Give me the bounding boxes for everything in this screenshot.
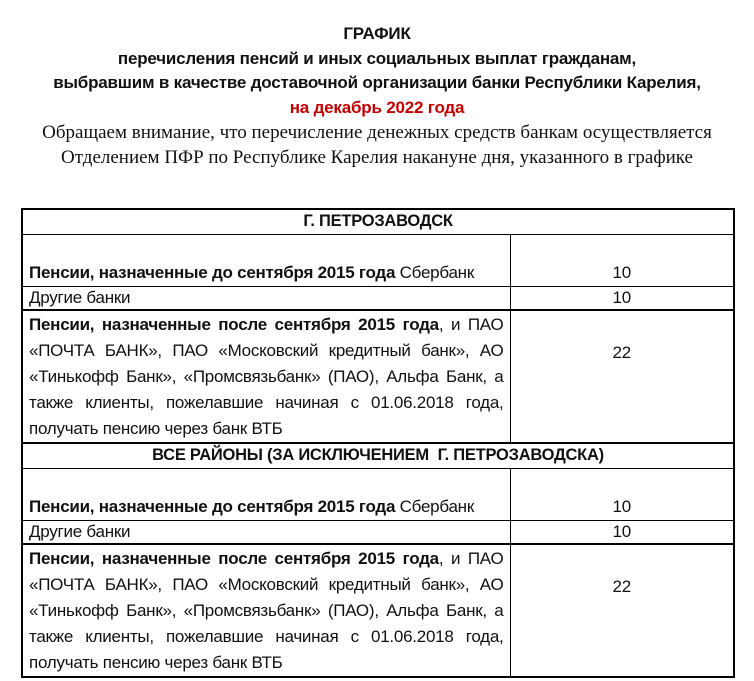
table-row bbox=[22, 520, 734, 544]
row-label-rest: Другие банки bbox=[29, 521, 131, 541]
row-label bbox=[22, 468, 510, 520]
section-header-all-districts bbox=[22, 443, 734, 468]
row-label-rest: Сбербанк bbox=[395, 262, 475, 282]
table-row bbox=[22, 234, 734, 286]
row-label bbox=[22, 234, 510, 286]
row-value: 10 bbox=[510, 468, 734, 520]
row-value: 10 bbox=[510, 286, 734, 310]
section-title: ВСЕ РАЙОНЫ (ЗА ИСКЛЮЧЕНИЕМ Г. ПЕТРОЗАВОДСКА) bbox=[22, 443, 734, 468]
doc-title: ГРАФИК bbox=[343, 24, 411, 43]
section-title: Г. ПЕТРОЗАВОДСК bbox=[22, 209, 734, 234]
row-label bbox=[22, 544, 510, 677]
schedule-table bbox=[21, 208, 735, 678]
row-label-rest: Сбербанк bbox=[395, 496, 475, 516]
table-row bbox=[22, 544, 734, 677]
section-header-petrozavodsk bbox=[22, 209, 734, 234]
row-value: 10 bbox=[510, 234, 734, 286]
doc-note-line-1: Обращаем внимание, что перечисление денежных средств банкам осуществляется bbox=[42, 122, 712, 143]
row-value: 22 bbox=[510, 544, 734, 677]
row-label bbox=[22, 520, 510, 544]
row-label bbox=[22, 286, 510, 310]
row-value: 10 bbox=[510, 520, 734, 544]
row-label-rest: Другие банки bbox=[29, 287, 131, 307]
table-row bbox=[22, 286, 734, 310]
doc-note-line-2: Отделением ПФР по Республике Карелия накануне дня, указанного в графике bbox=[61, 147, 693, 168]
row-value: 22 bbox=[510, 310, 734, 443]
doc-subtitle-2: выбравшим в качестве доставочной организации банки Республики Карелия, bbox=[53, 73, 701, 92]
table-row bbox=[22, 468, 734, 520]
doc-period: на декабрь 2022 года bbox=[289, 97, 465, 117]
row-label-bold: Пенсии, назначенные до сентября 2015 года bbox=[29, 262, 396, 282]
row-label-bold: Пенсии, назначенные после сентября 2015 года bbox=[29, 315, 439, 334]
row-label bbox=[22, 310, 510, 443]
row-label-bold: Пенсии, назначенные после сентября 2015 года bbox=[29, 549, 439, 568]
row-label-bold: Пенсии, назначенные до сентября 2015 года bbox=[29, 496, 396, 516]
row-label-rest: , и ПАО «ПОЧТА БАНК», ПАО «Московский кредитный банк», АО «Тинькофф Банк», «Промсвязьбанк» (ПАО), Альфа Банк, а также клиенты, пожелавшие начиная с 01.06.2018 года, получать пенсию через банк ВТБ bbox=[29, 549, 504, 672]
doc-subtitle-1: перечисления пенсий и иных социальных выплат гражданам, bbox=[117, 48, 637, 68]
row-label-rest: , и ПАО «ПОЧТА БАНК», ПАО «Московский кредитный банк», АО «Тинькофф Банк», «Промсвязьбанк» (ПАО), Альфа Банк, а также клиенты, пожелавшие начиная с 01.06.2018 года, получать пенсию через банк ВТБ bbox=[29, 315, 504, 438]
table-row bbox=[22, 310, 734, 443]
document-header bbox=[0, 0, 754, 170]
